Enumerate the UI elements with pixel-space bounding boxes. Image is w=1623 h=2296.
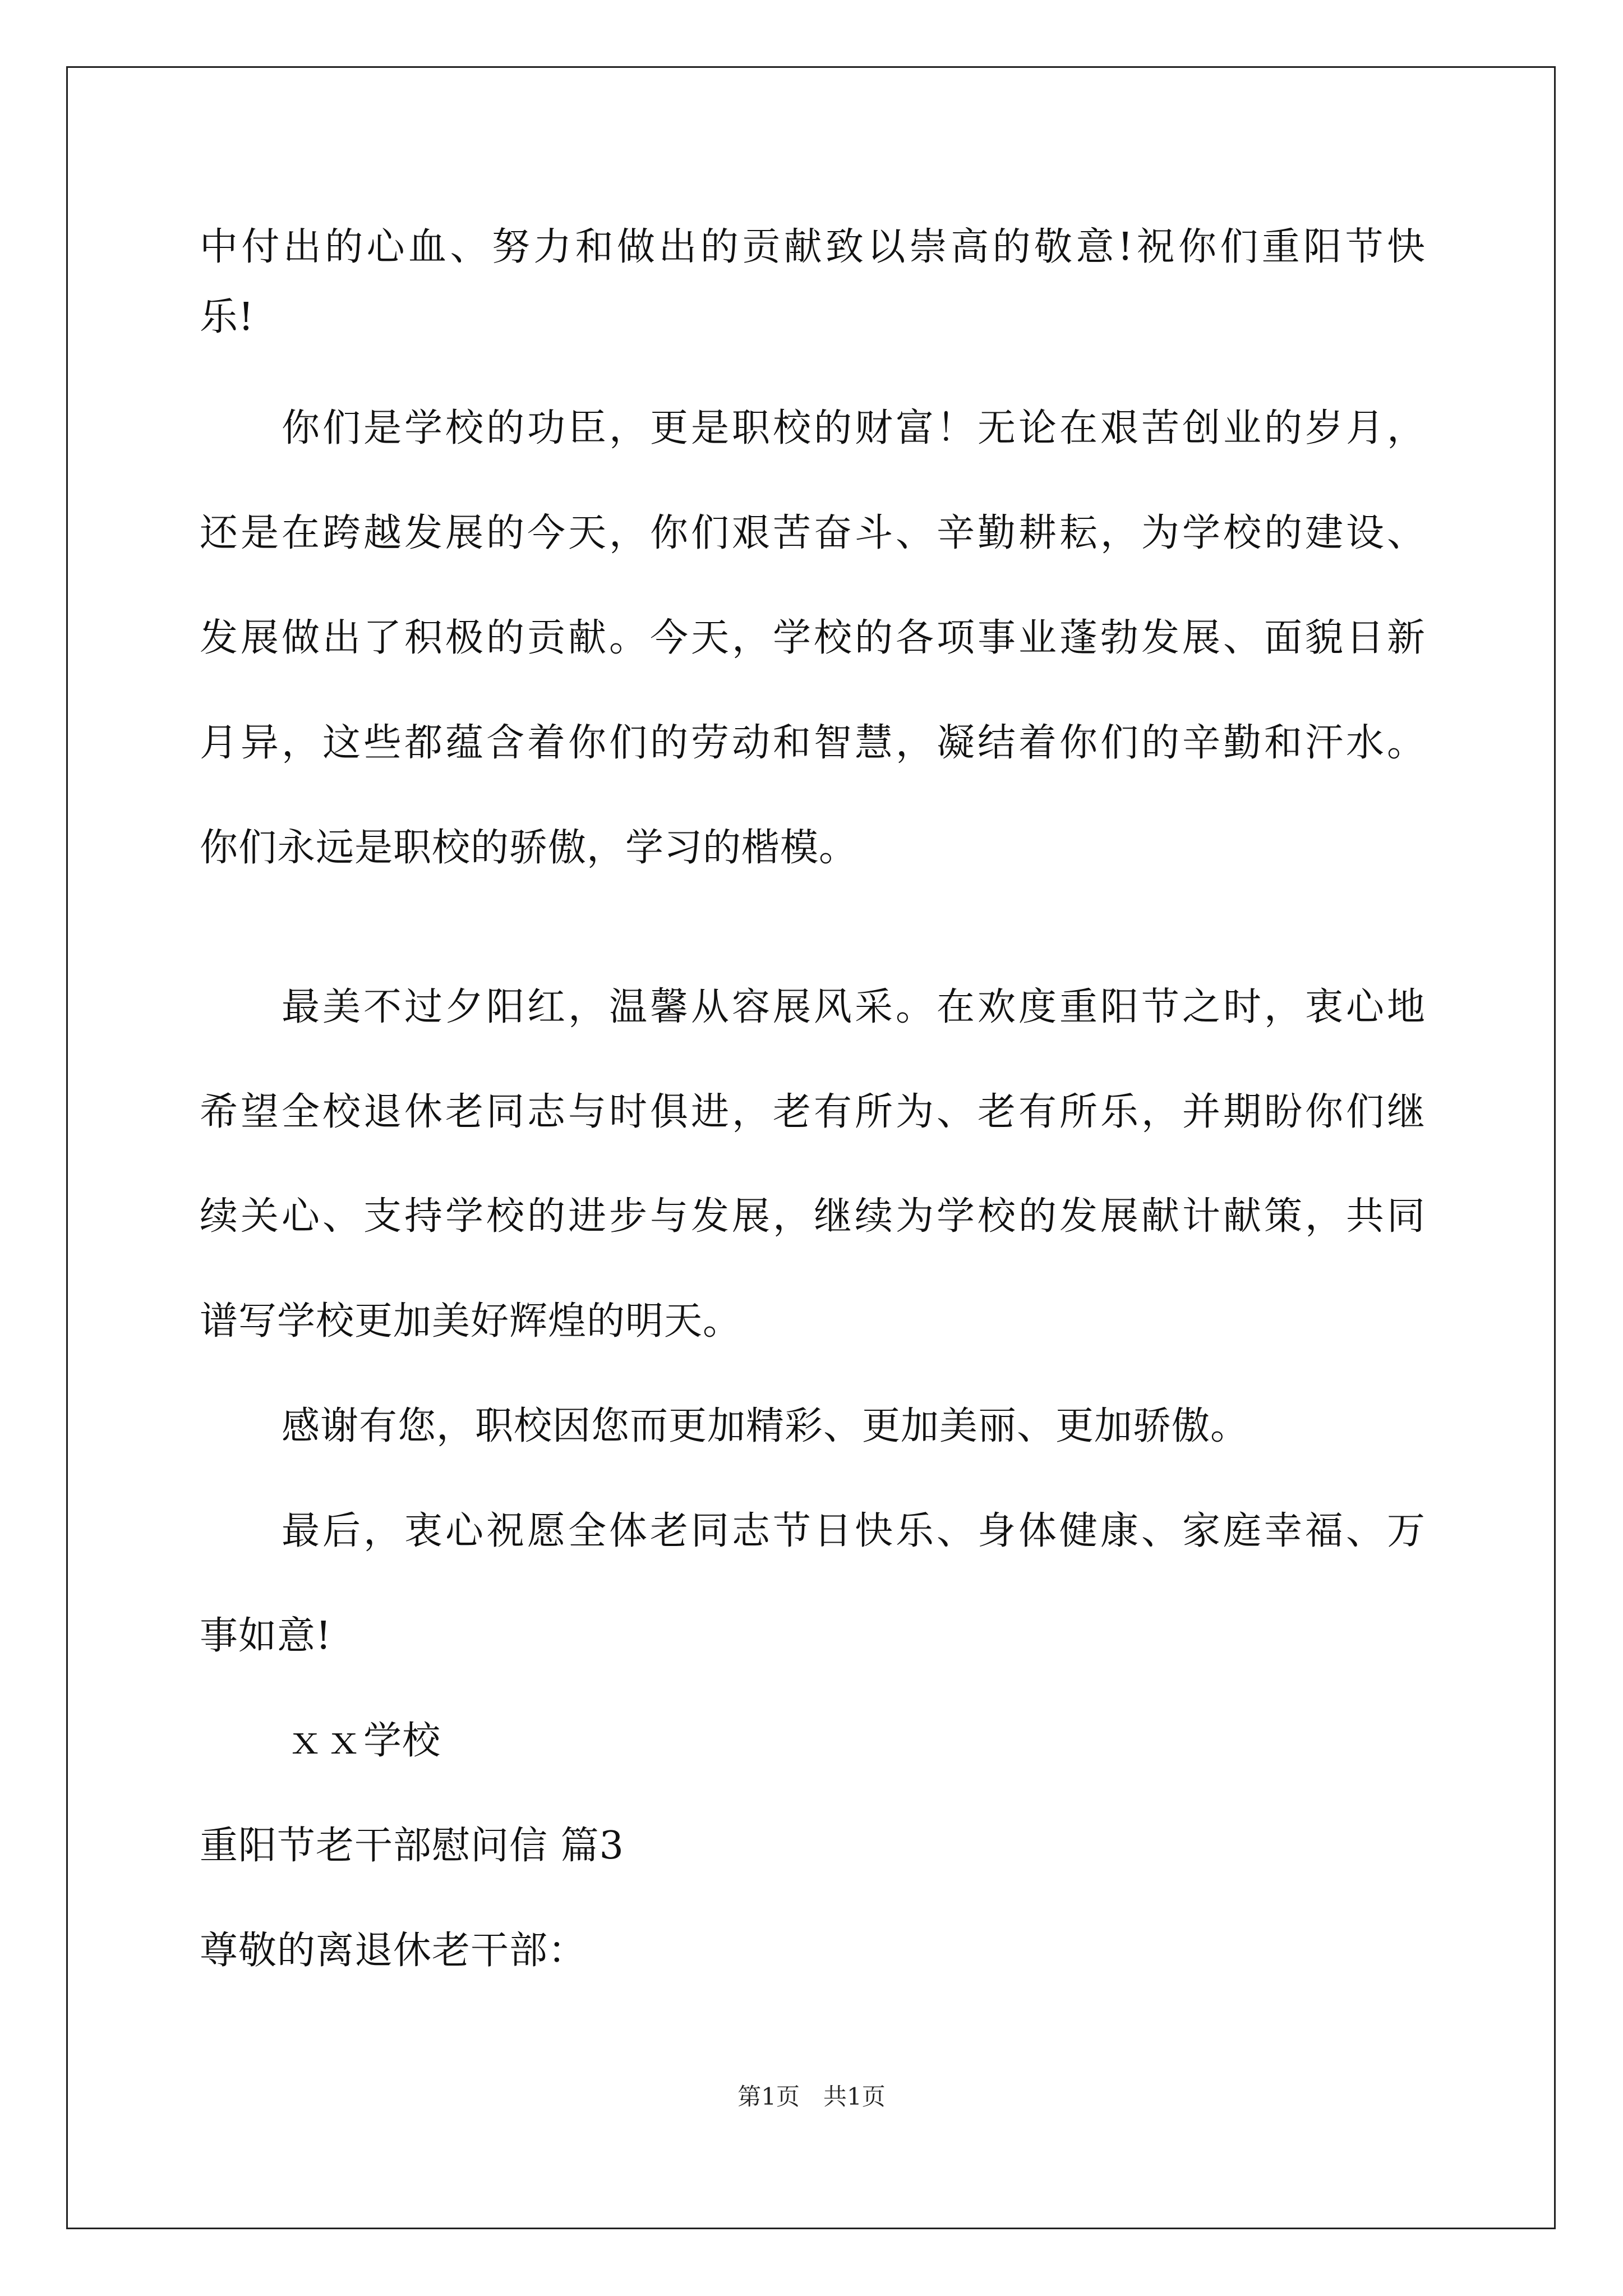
paragraph-start-line: 感谢有您，职校因您而更加精彩、更加美丽、更加骄傲。 [282,1404,1249,1448]
body-line-1: 中付出的心血、努力和做出的贡献致以崇高的敬意!祝你们重阳节快 [200,225,1426,269]
page-number: 第1页 共1页 [737,2083,886,2110]
section-heading: 重阳节老干部慰问信 篇3 [200,1824,624,1868]
body-line-6: 月异，这些都蕴含着你们的劳动和智慧，凝结着你们的辛勤和汗水。 [200,721,1426,765]
body-line-10: 续关心、支持学校的进步与发展，继续为学校的发展献计献策，共同 [200,1194,1426,1239]
body-line-7: 你们永远是职校的骄傲，学习的楷模。 [200,826,858,870]
paragraph-start-line: 最后，衷心祝愿全体老同志节日快乐、身体健康、家庭幸福、万 [282,1509,1426,1553]
body-line-4: 还是在跨越发展的今天，你们艰苦奋斗、辛勤耕耘，为学校的建设、 [200,511,1426,555]
body-line-2: 乐! [200,295,255,339]
salutation-line: 尊敬的离退休老干部： [200,1929,587,1973]
body-line-9: 希望全校退休老同志与时俱进，老有所为、老有所乐，并期盼你们继 [200,1090,1426,1134]
page-border [66,66,1556,2229]
paragraph-start-line: 你们是学校的功臣，更是职校的财富！无论在艰苦创业的岁月， [282,406,1426,450]
body-line-14: 事如意! [200,1614,332,1658]
body-line-11: 谱写学校更加美好辉煌的明天。 [200,1299,742,1343]
paragraph-start-line: 最美不过夕阳红，温馨从容展风采。在欢度重阳节之时，衷心地 [282,985,1426,1029]
signature-line: ｘｘ学校 [286,1719,441,1763]
body-line-5: 发展做出了积极的贡献。今天，学校的各项事业蓬勃发展、面貌日新 [200,616,1426,660]
